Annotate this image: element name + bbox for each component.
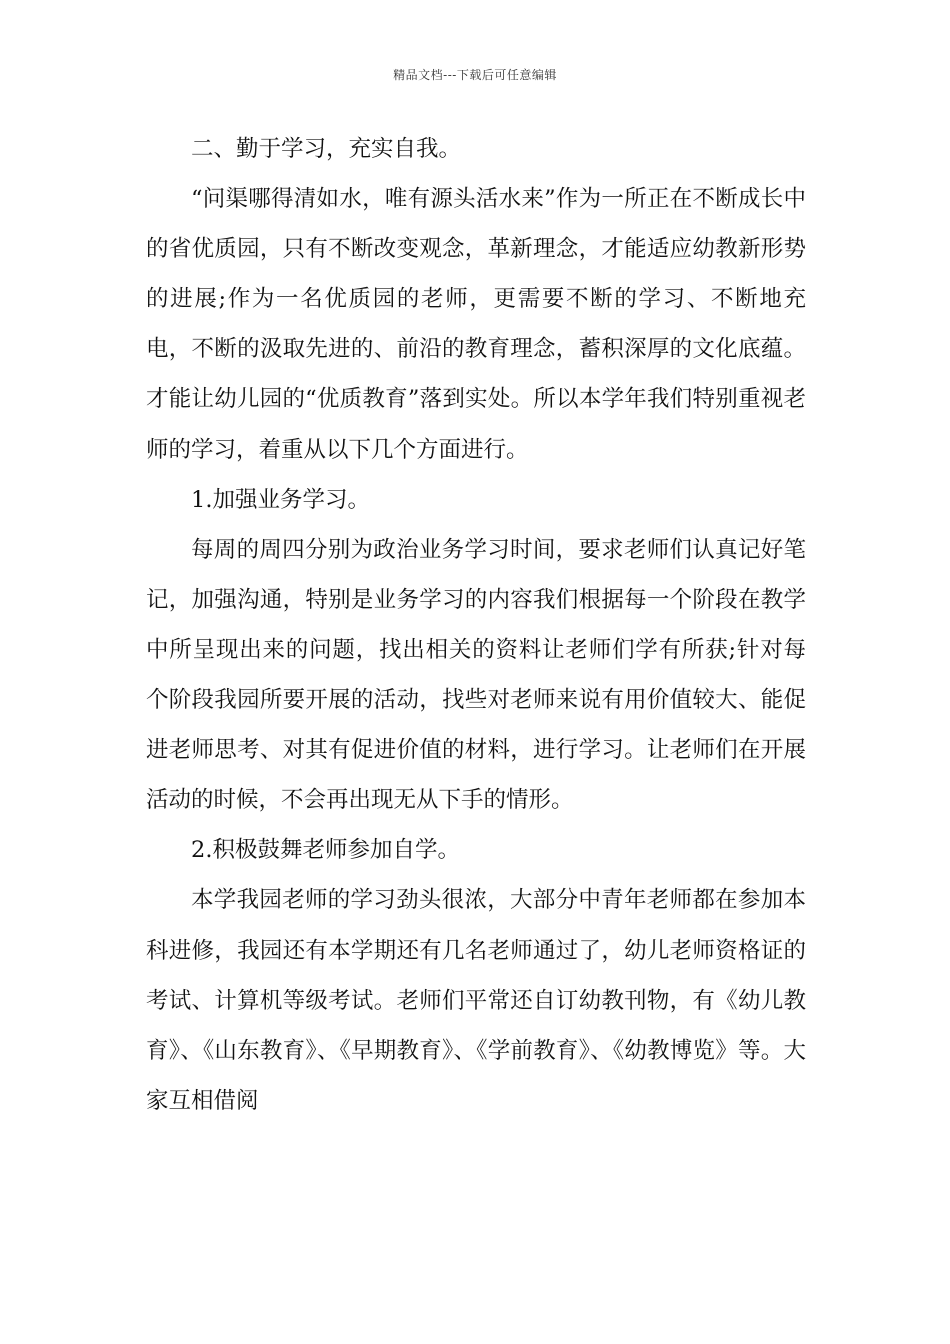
page-header: 精品文档---下载后可任意编辑	[393, 68, 557, 82]
paragraph: 本学我园老师的学习劲头很浓，大部分中青年老师都在参加本科进修，我园还有本学期还有几名老师通过了，幼儿老师资格证的考试、计算机等级考试。老师们平常还自订幼教刊物，有《幼儿教育》、《山东教育》、《早期教育》、《学前教育》、《幼教博览》等。大家互相借阅	[146, 887, 806, 1114]
subsection-heading: 1.加强业务学习。	[191, 486, 370, 513]
paragraph: “问渠哪得清如水，唯有源头活水来”作为一所正在不断成长中的省优质园，只有不断改变观念，革新理念，才能适应幼教新形势的进展;作为一名优质园的老师，更需要不断的学习、不断地充电，不断的汲取先进的、前沿的教育理念，蓄积深厚的文化底蕴。才能让幼儿园的“优质教育”落到实处。所以本学年我们特别重视老师的学习，着重从以下几个方面进行。	[146, 186, 806, 463]
section-heading: 二、勤于学习，充实自我。	[191, 136, 462, 162]
document-body	[146, 124, 806, 1126]
subsection-heading: 2.积极鼓舞老师参加自学。	[191, 837, 460, 864]
paragraph: 每周的周四分别为政治业务学习时间，要求老师们认真记好笔记，加强沟通，特别是业务学习的内容我们根据每一个阶段在教学中所呈现出来的问题，找出相关的资料让老师们学有所获;针对每个阶段我园所要开展的活动，找些对老师来说有用价值较大、能促进老师思考、对其有促进价值的材料，进行学习。让老师们在开展活动的时候，不会再出现无从下手的情形。	[146, 536, 806, 814]
